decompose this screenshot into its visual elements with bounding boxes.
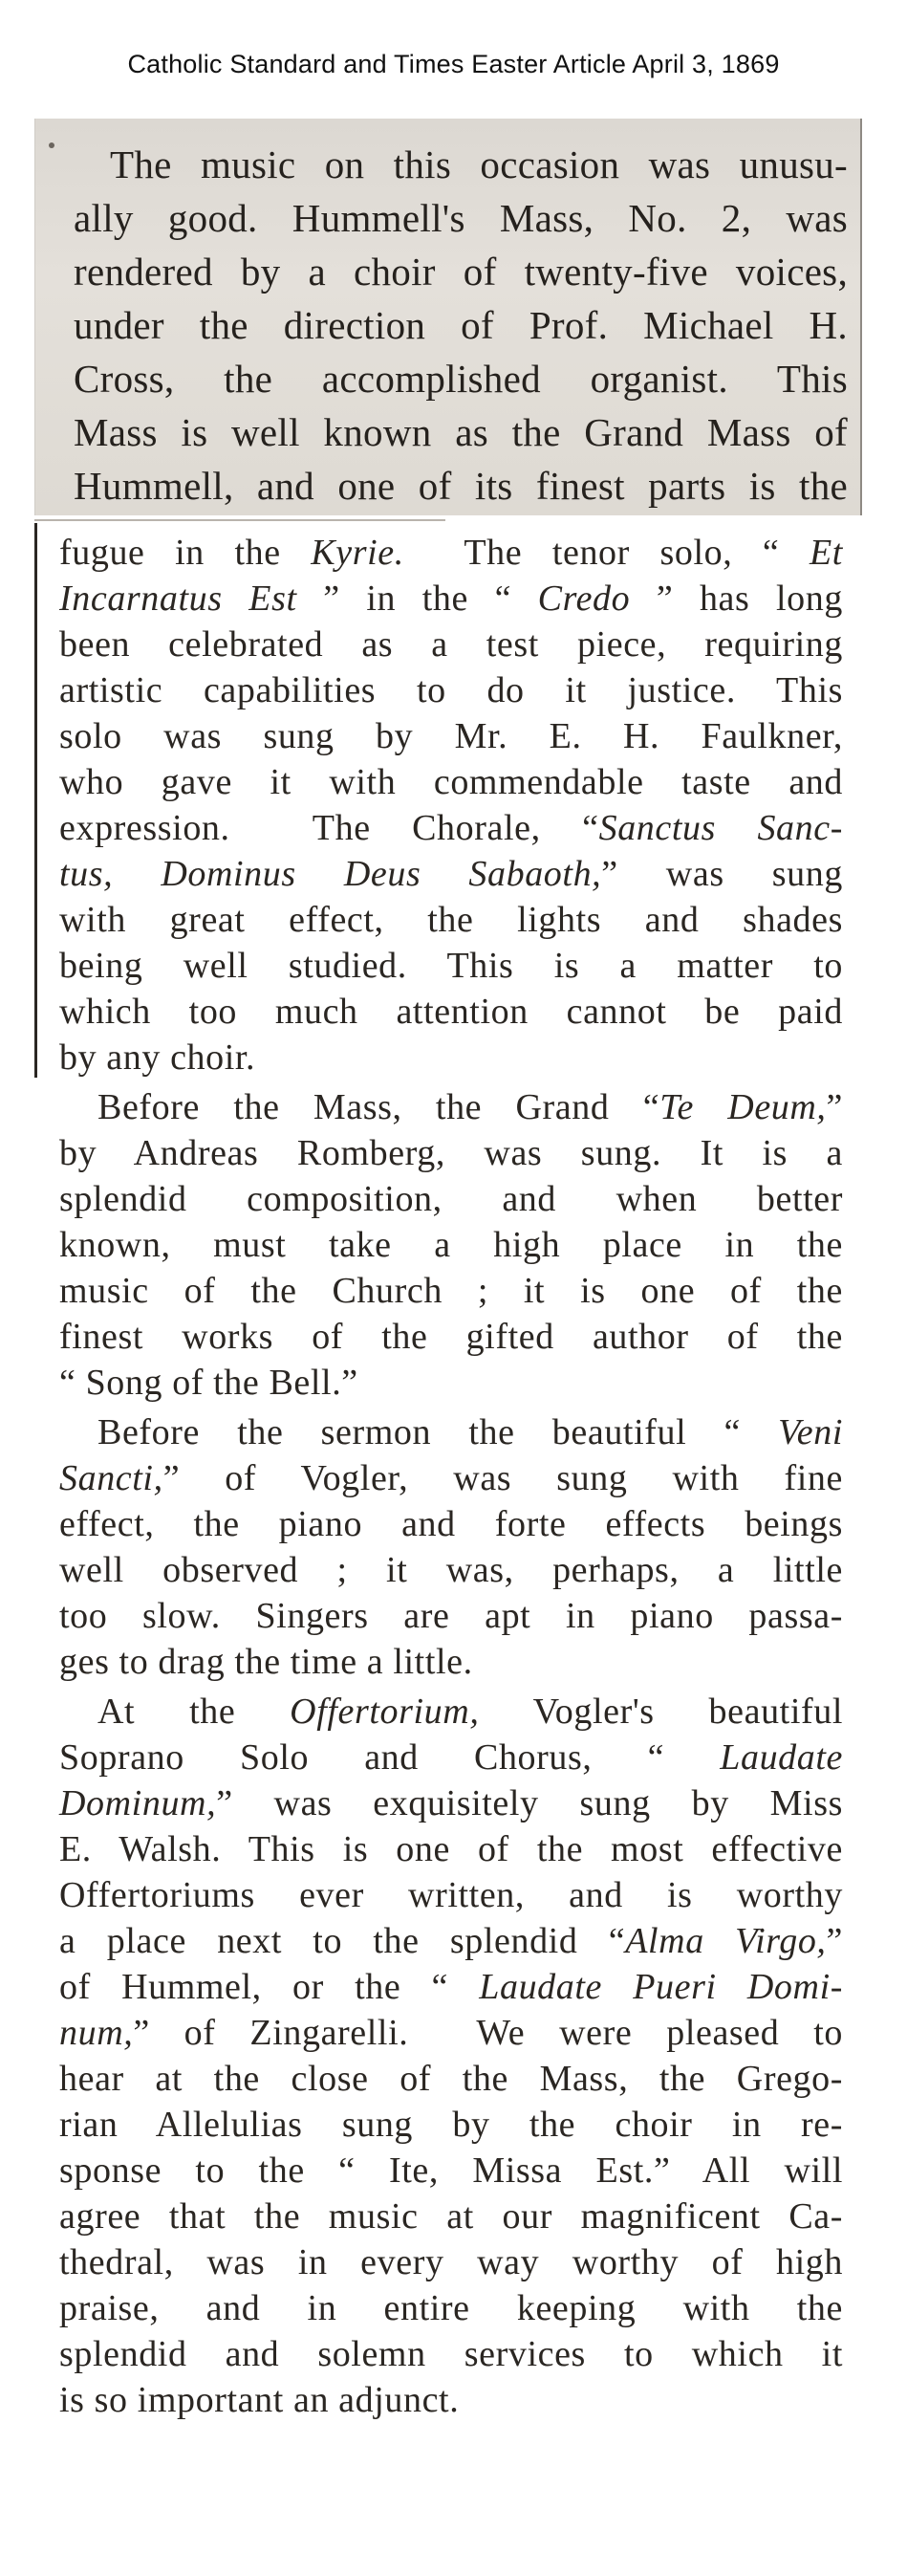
article-line: agree that the music at our magnificent Ca- xyxy=(59,2196,843,2237)
article-line: ally good. Hummell's Mass, No. 2, was xyxy=(74,196,848,240)
article-line: Hummell, and one of its finest parts is the xyxy=(74,464,848,508)
article-line: splendid composition, and when better xyxy=(59,1179,843,1219)
article-line: fugue in the Kyrie. The tenor solo, “ Et xyxy=(59,533,843,573)
clipping-edge-line xyxy=(34,523,37,1078)
article-line: too slow. Singers are apt in piano passa- xyxy=(59,1596,843,1636)
article-line: praise, and in entire keeping with the xyxy=(59,2288,843,2328)
newspaper-clipping-lower xyxy=(34,515,862,2571)
article-line: music of the Church ; it is one of the xyxy=(59,1271,843,1311)
article-line: Dominum,” was exquisitely sung by Miss xyxy=(59,1783,843,1823)
article-line: Mass is well known as the Grand Mass of xyxy=(74,410,848,454)
article-line: hear at the close of the Mass, the Grego- xyxy=(59,2059,843,2099)
article-line: Incarnatus Est ” in the “ Credo ” has long xyxy=(59,579,843,619)
article-line: being well studied. This is a matter to xyxy=(59,946,843,986)
article-line: sponse to the “ Ite, Missa Est.” All will xyxy=(59,2150,843,2191)
article-line: artistic capabilities to do it justice. This xyxy=(59,670,843,710)
article-line: finest works of the gifted author of the xyxy=(59,1317,843,1357)
article-line: with great effect, the lights and shades xyxy=(59,900,843,940)
article-line: is so important an adjunct. xyxy=(59,2380,460,2420)
article-line: Offertoriums ever written, and is worthy xyxy=(59,1875,843,1915)
article-line: by any choir. xyxy=(59,1037,256,1078)
article-line: Soprano Solo and Chorus, “ Laudate xyxy=(59,1737,843,1778)
article-line: splendid and solemn services to which it xyxy=(59,2334,843,2374)
article-line: rian Allelulias sung by the choir in re- xyxy=(59,2105,843,2145)
article-line: thedral, was in every way worthy of high xyxy=(59,2242,843,2282)
article-line: expression. The Chorale, “Sanctus Sanc- xyxy=(59,808,843,848)
article-line: well observed ; it was, perhaps, a little xyxy=(59,1550,843,1590)
image-caption: Catholic Standard and Times Easter Article April 3, 1869 xyxy=(127,50,780,78)
newspaper-clipping-upper xyxy=(34,119,862,515)
article-line: effect, the piano and forte effects beings xyxy=(59,1504,843,1544)
article-line: Sancti,” of Vogler, was sung with fine xyxy=(59,1458,843,1498)
article-line: ges to drag the time a little. xyxy=(59,1642,473,1682)
article-line: which too much attention cannot be paid xyxy=(59,992,843,1032)
article-line: E. Walsh. This is one of the most effective xyxy=(59,1829,843,1869)
article-line: The music on this occasion was unusu- xyxy=(110,142,848,186)
article-line: Before the sermon the beautiful “ Veni xyxy=(97,1412,843,1452)
clipping-top-edge xyxy=(34,519,445,521)
article-line: tus, Dominus Deus Sabaoth,” was sung xyxy=(59,854,843,894)
article-line: of Hummel, or the “ Laudate Pueri Domi- xyxy=(59,1967,843,2007)
article-line: known, must take a high place in the xyxy=(59,1225,843,1265)
article-line: solo was sung by Mr. E. H. Faulkner, xyxy=(59,716,843,756)
article-line: Before the Mass, the Grand “Te Deum,” xyxy=(97,1087,843,1127)
ink-dot-mark xyxy=(49,142,54,148)
article-line: a place next to the splendid “Alma Virgo,” xyxy=(59,1921,843,1961)
article-line: under the direction of Prof. Michael H. xyxy=(74,303,848,347)
article-line: “ Song of the Bell.” xyxy=(59,1363,358,1403)
article-line: At the Offertorium, Vogler's beautiful xyxy=(97,1692,844,1732)
article-line: who gave it with commendable taste and xyxy=(59,762,843,802)
article-line: Cross, the accomplished organist. This xyxy=(74,357,848,401)
article-line: num,” of Zingarelli. We were pleased to xyxy=(59,2013,843,2053)
article-line: rendered by a choir of twenty-five voices, xyxy=(74,250,848,294)
article-line: been celebrated as a test piece, requiring xyxy=(59,624,843,665)
article-line: by Andreas Romberg, was sung. It is a xyxy=(59,1133,843,1173)
